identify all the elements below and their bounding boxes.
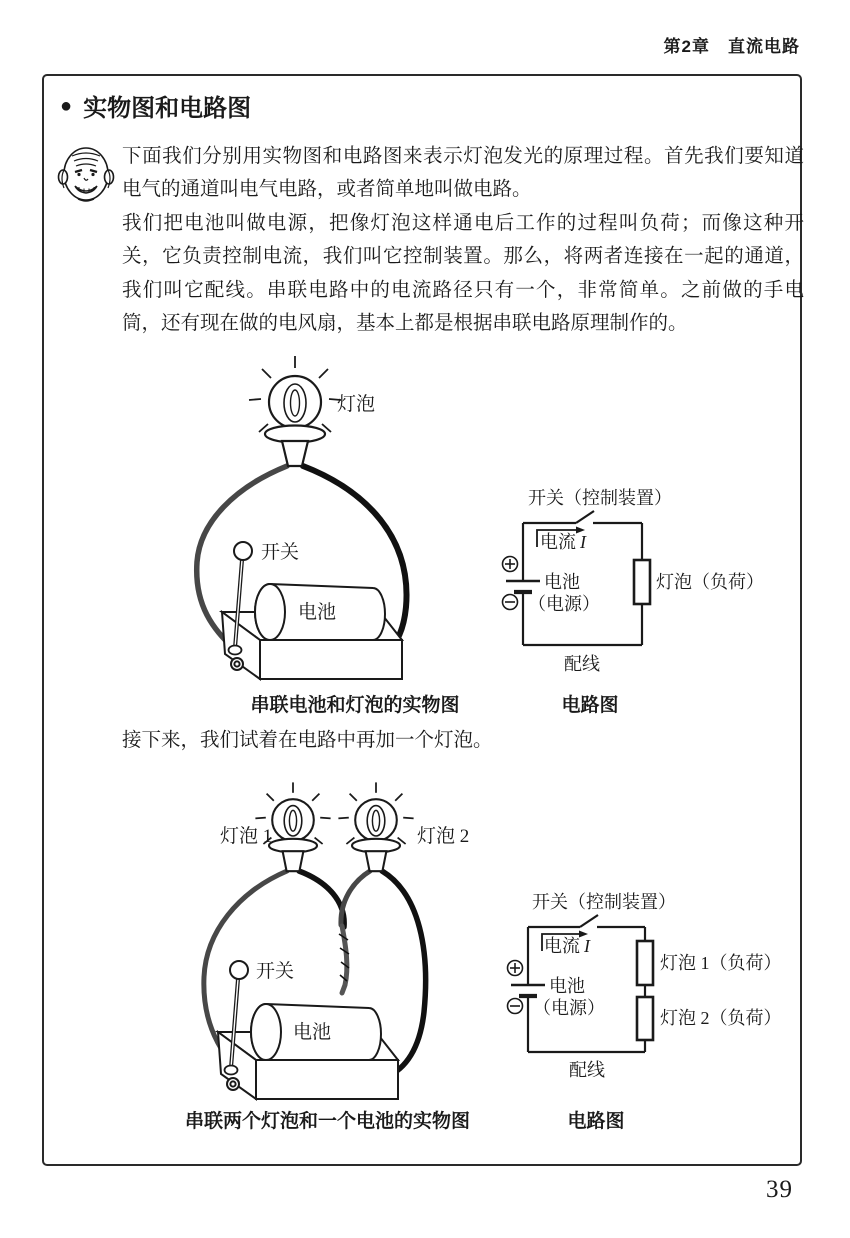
bulb2-label: 灯泡 2 [417, 826, 470, 847]
figure2-circuit-caption: 电路图 [567, 1111, 625, 1132]
load1-label: 灯泡 1（负荷） [660, 953, 782, 973]
figure1-circuit-caption: 电路图 [561, 695, 619, 716]
figure2-physical-drawing [128, 782, 488, 1104]
plus-terminal-icon [503, 557, 518, 572]
page-number: 39 [766, 1176, 793, 1203]
paragraph-3: 接下来，我们试着在电路中再加一个灯泡。 [122, 730, 493, 751]
minus-terminal-icon [503, 595, 518, 610]
switch-label: 开关 [261, 542, 300, 563]
bulb1-label: 灯泡 1 [220, 826, 273, 847]
switch-blade [576, 511, 594, 523]
old-man-avatar-icon [50, 136, 122, 208]
figure2-physical-caption: 串联两个灯泡和一个电池的实物图 [184, 1111, 470, 1132]
paragraph-1: 下面我们分别用实物图和电路图来表示灯泡发光的原理过程。首先我们要知道电气的通道叫电气电路，或者简单地叫做电路。 [122, 146, 804, 201]
current-label: 电流 I [544, 936, 590, 956]
switch-label: 开关 [256, 961, 295, 982]
circuit-switch-label: 开关（控制装置） [532, 892, 676, 912]
battery-symbol [511, 985, 545, 996]
twisted-wire-joint [339, 926, 349, 993]
load2-resistor [637, 997, 653, 1040]
section-title-text: 实物图和电路图 [83, 95, 252, 122]
section-title [60, 88, 251, 123]
wiring-label: 配线 [564, 654, 600, 674]
wire-bulb2-right [382, 871, 426, 1077]
figure1-circuit-diagram [480, 480, 790, 690]
battery-symbol [506, 581, 540, 592]
bulb-label: 灯泡 [337, 394, 376, 415]
paragraph-2: 我们把电池叫做电源，把像灯泡这样通电后工作的过程叫负荷；而像这种开关，它负责控制电流，我们叫它控制装置。那么，将两者连接在一起的通道，我们叫它配线。串联电路中的电流路径只有一个，非常简单。之前做的手电筒，还有现在做的电风扇，基本上都是根据串联电路原理制作的。 [122, 212, 804, 335]
bullet-icon: ● [60, 94, 73, 117]
bulb-icon [249, 356, 341, 466]
circuit-battery-sub-label: （电源） [533, 998, 605, 1018]
battery-label: 电池 [298, 602, 337, 623]
circuit-battery-sub-label: （电源） [528, 594, 600, 614]
bulb2-icon [338, 782, 413, 871]
plus-terminal-icon [508, 961, 523, 976]
minus-terminal-icon [508, 999, 523, 1014]
load1-resistor [637, 941, 653, 985]
chapter-header: 第2章 直流电路 [663, 37, 800, 56]
circuit-battery-label: 电池 [544, 572, 580, 592]
figure1-physical-caption: 串联电池和灯泡的实物图 [250, 695, 460, 716]
wiring-label: 配线 [569, 1060, 605, 1080]
load2-label: 灯泡 2（负荷） [660, 1008, 782, 1028]
circuit-battery-label: 电池 [549, 976, 585, 996]
wire-bulb1-right [299, 871, 344, 927]
switch-blade [580, 915, 598, 927]
circuit-switch-label: 开关（控制装置） [528, 488, 672, 508]
battery-label: 电池 [293, 1022, 332, 1043]
load-label: 灯泡（负荷） [656, 572, 764, 592]
current-label: 电流 I [540, 532, 586, 552]
load-resistor [634, 560, 650, 604]
body-text [122, 140, 804, 340]
figure1-physical-drawing [130, 362, 470, 687]
figure2-circuit-diagram [480, 882, 790, 1087]
